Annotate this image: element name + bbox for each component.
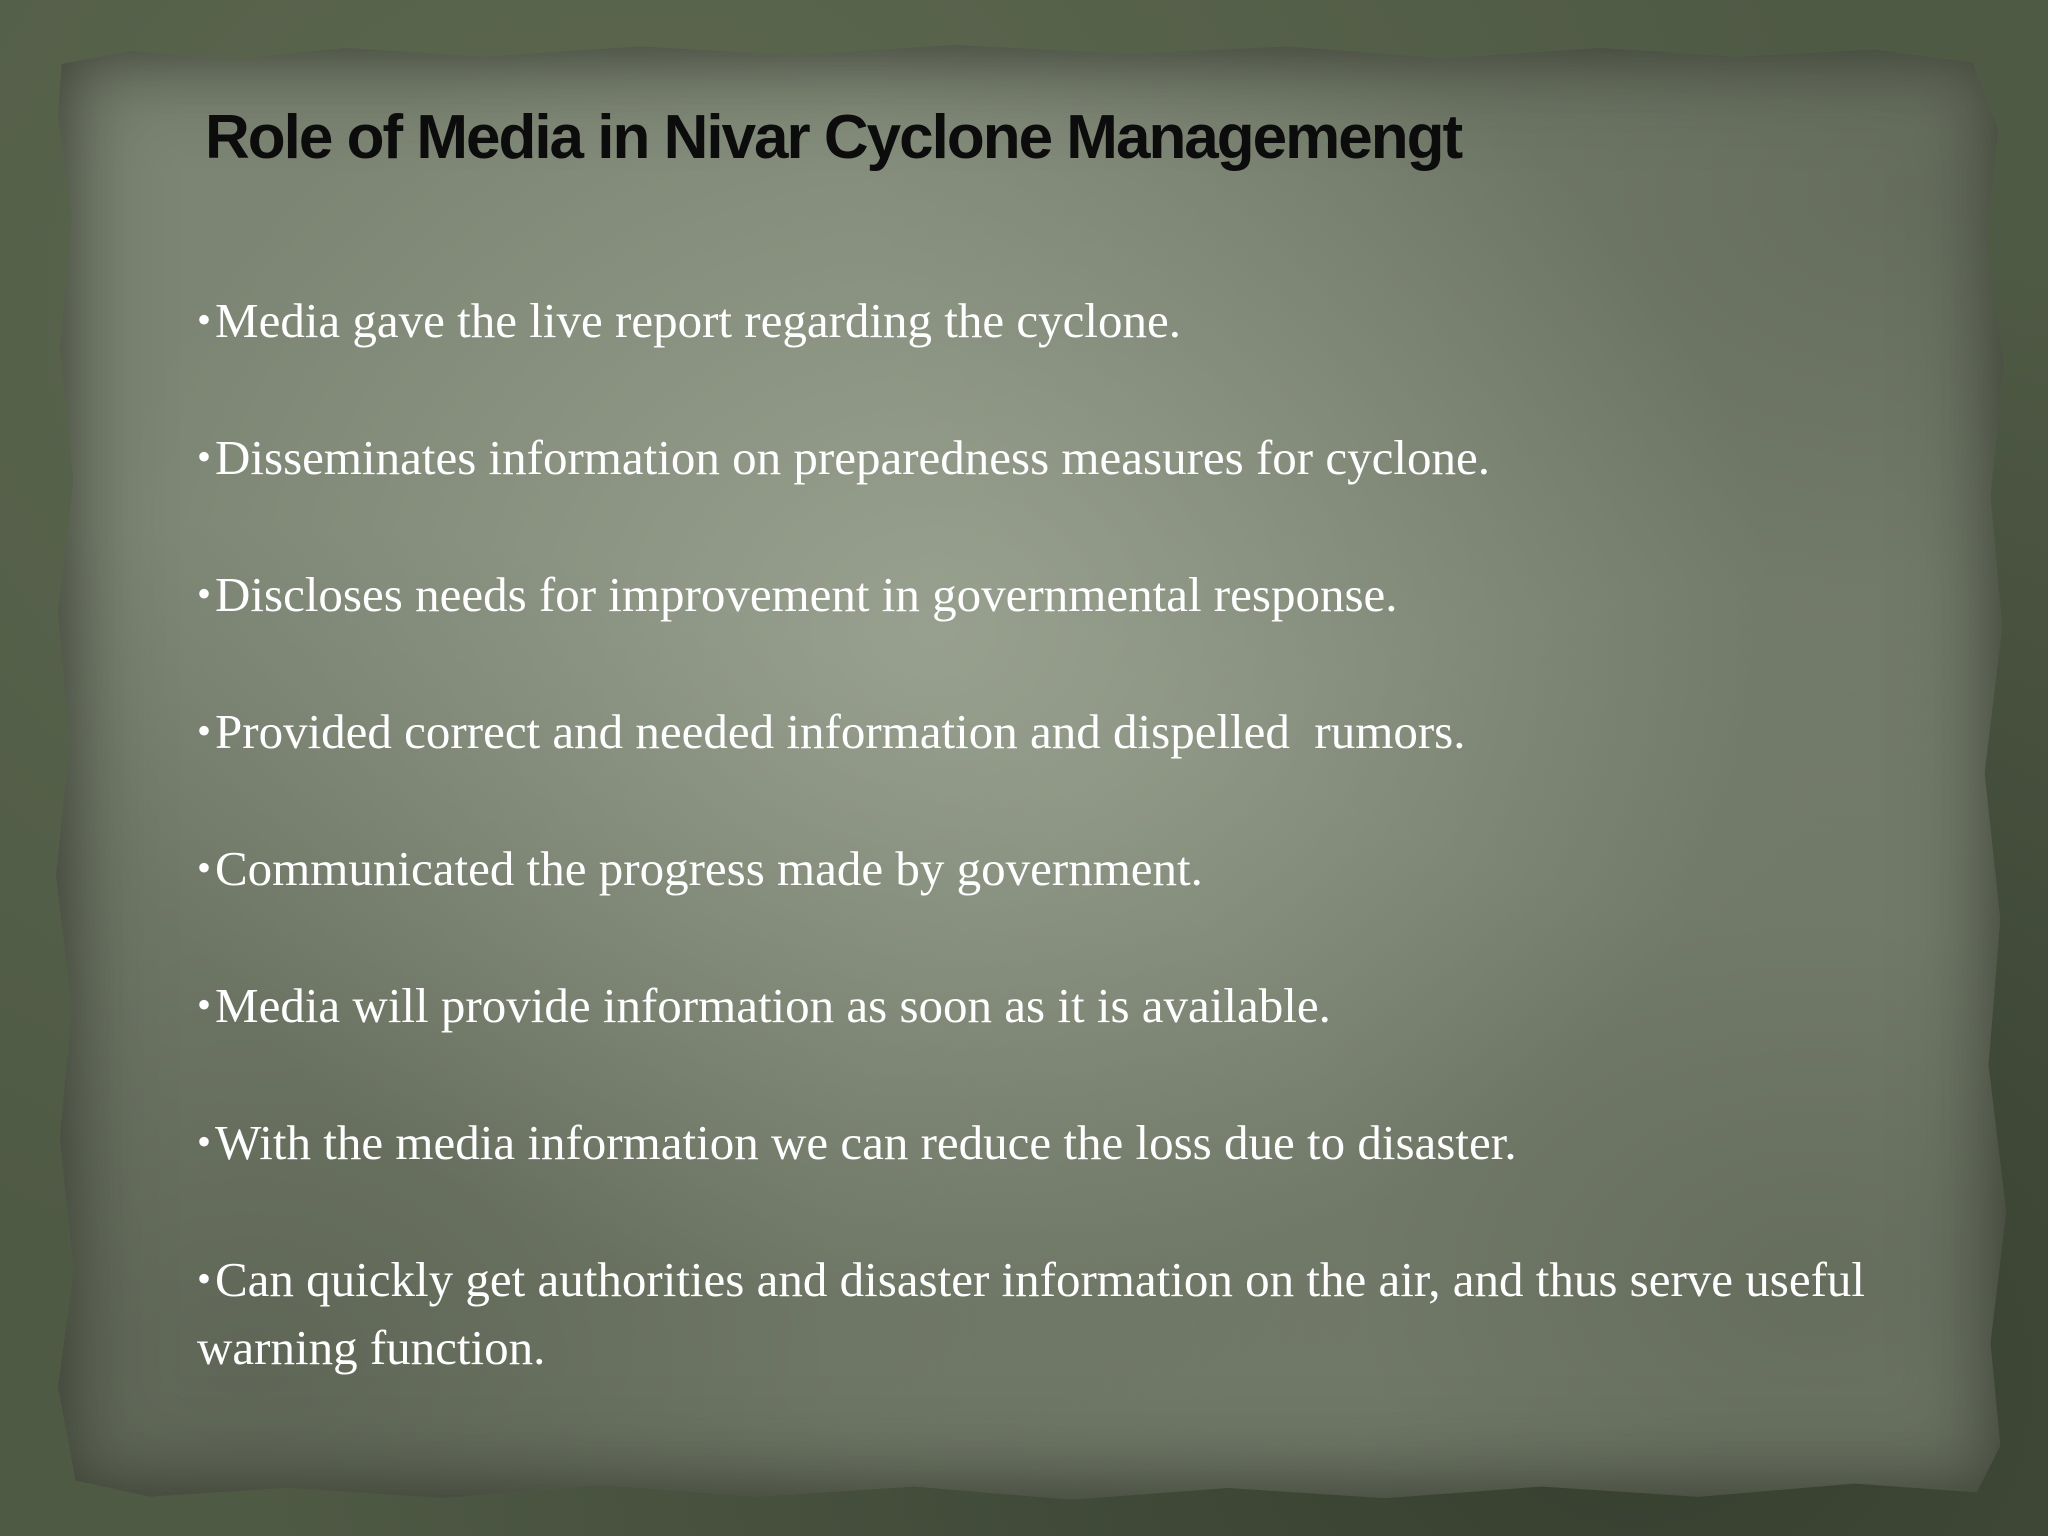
bullet-dot-icon: • <box>197 1256 212 1301</box>
bullet-item <box>197 834 1877 903</box>
slide-title: Role of Media in Nivar Cyclone Managemengt <box>205 103 1462 172</box>
bullet-dot-icon: • <box>197 571 212 616</box>
bullet-text: Disseminates information on preparedness measures for cyclone. <box>215 430 1490 485</box>
bullet-text: Provided correct and needed information and dispelled rumors. <box>215 704 1466 759</box>
bullet-dot-icon: • <box>197 434 212 479</box>
bullet-dot-icon: • <box>197 982 212 1027</box>
bullet-text: Can quickly get authorities and disaster information on the air, and thus serve useful warning function. <box>197 1252 1866 1375</box>
bullet-item <box>197 1245 1877 1382</box>
bullet-item <box>197 697 1877 766</box>
bullet-dot-icon: • <box>197 708 212 753</box>
bullet-text: Media will provide information as soon as it is available. <box>215 978 1331 1033</box>
bullet-text: Discloses needs for improvement in governmental response. <box>215 567 1398 622</box>
bullet-item <box>197 286 1877 355</box>
bullet-dot-icon: • <box>197 1119 212 1164</box>
bullet-text: With the media information we can reduce the loss due to disaster. <box>215 1115 1517 1170</box>
bullet-text: Communicated the progress made by government. <box>215 841 1203 896</box>
bullet-dot-icon: • <box>197 297 212 342</box>
bullet-item <box>197 1108 1877 1177</box>
bullet-item <box>197 423 1877 492</box>
bullet-item <box>197 560 1877 629</box>
bullet-item <box>197 971 1877 1040</box>
bullet-dot-icon: • <box>197 845 212 890</box>
bullet-text: Media gave the live report regarding the cyclone. <box>215 293 1181 348</box>
bullet-list <box>197 286 1877 1382</box>
